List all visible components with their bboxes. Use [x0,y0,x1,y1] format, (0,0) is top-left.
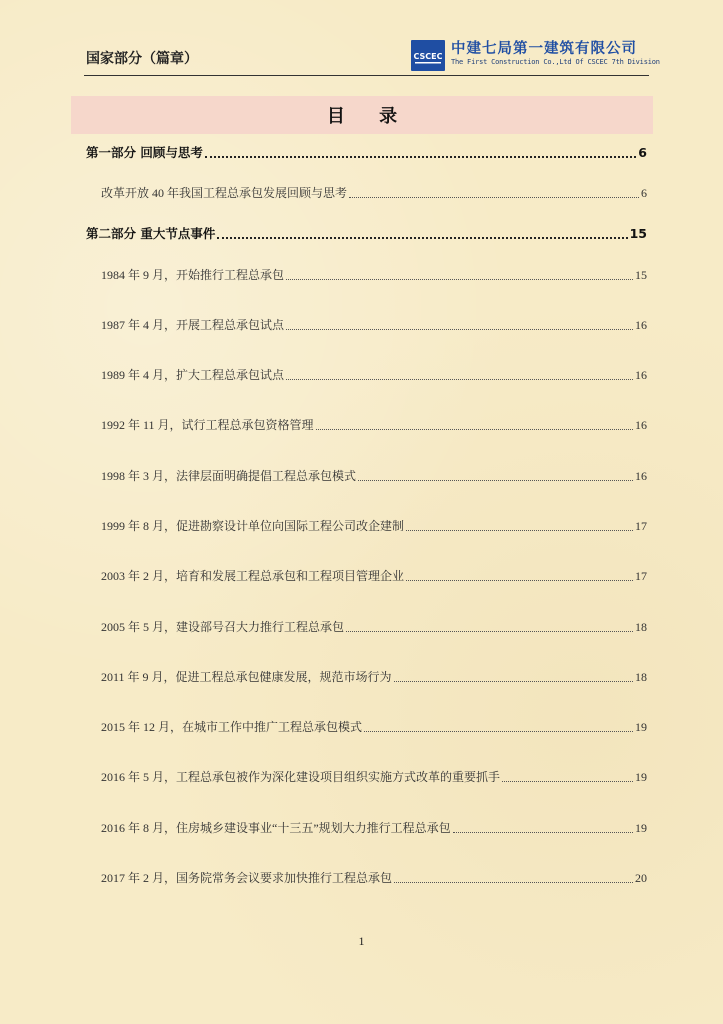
dot-leader [364,730,633,732]
toc-entry-page: 17 [635,569,647,583]
toc-entry-text: 第二部分 重大节点事件 [86,226,216,241]
toc-entry[interactable] [101,618,647,635]
toc-entry[interactable] [101,668,647,685]
toc-entry-part1[interactable] [86,143,647,161]
dot-leader [502,780,633,782]
toc-entry[interactable] [101,366,647,383]
toc-entry-page: 16 [635,368,647,382]
company-name-en: The First Construction Co.,Ltd Of CSCEC 7th Division [451,58,660,66]
toc-entry-text: 1992 年 11 月，试行工程总承包资格管理 [101,418,314,432]
header-section-title: 国家部分（篇章） [86,51,198,67]
toc-entry-page: 19 [635,770,647,784]
toc-entry-text: 2015 年 12 月，在城市工作中推广工程总承包模式 [101,720,363,734]
toc-entry[interactable] [101,768,647,785]
toc-entry-page: 15 [629,226,647,241]
toc-entry-text: 1998 年 3 月，法律层面明确提倡工程总承包模式 [101,469,357,483]
toc-title: 目 录 [326,106,412,127]
dot-leader [406,579,633,581]
company-name-cn: 中建七局第一建筑有限公司 [451,41,637,57]
toc-entry[interactable] [101,819,647,836]
toc-entry-page: 15 [635,268,647,282]
toc-entry-page: 16 [635,318,647,332]
toc-entry-page: 17 [635,519,647,533]
dot-leader [217,236,627,239]
toc-entry-text: 2017 年 2 月，国务院常务会议要求加快推行工程总承包 [101,871,393,885]
dot-leader [358,479,633,481]
toc-entry-text: 2003 年 2 月，培育和发展工程总承包和工程项目管理企业 [101,569,405,583]
toc-entry[interactable] [101,184,647,201]
toc-entry-text: 1987 年 4 月，开展工程总承包试点 [101,318,285,332]
toc-entry-page: 18 [635,670,647,684]
toc-entry[interactable] [101,316,647,333]
toc-entry[interactable] [101,567,647,584]
dot-leader [453,831,633,833]
toc-entry-text: 2016 年 5 月，工程总承包被作为深化建设项目组织实施方式改革的重要抓手 [101,770,501,784]
toc-entry[interactable] [101,467,647,484]
toc-entry-page: 19 [635,821,647,835]
dot-leader [346,630,633,632]
dot-leader [394,680,633,682]
page-number: 1 [358,934,365,948]
dot-leader [205,155,636,158]
toc-entry-page: 18 [635,620,647,634]
dot-leader [406,529,633,531]
toc-entry-page: 6 [641,186,647,200]
toc-entry-page: 16 [635,418,647,432]
toc-entry-text: 2016 年 8 月，住房城乡建设事业“十三五”规划大力推行工程总承包 [101,821,451,835]
dot-leader [286,328,633,330]
company-logo [411,40,445,71]
cscec-logo-icon [413,44,443,68]
svg-text:CSCEC: CSCEC [413,51,443,61]
dot-leader [316,428,633,430]
toc-entry-text: 2005 年 5 月，建设部号召大力推行工程总承包 [101,620,345,634]
toc-entry-text: 1984 年 9 月，开始推行工程总承包 [101,268,285,282]
header-divider [84,75,649,76]
toc-entry[interactable] [101,869,647,886]
toc-entry-text: 1999 年 8 月，促进勘察设计单位向国际工程公司改企建制 [101,519,405,533]
toc-entry-page: 19 [635,720,647,734]
toc-entry[interactable] [101,266,647,283]
toc-entry-text: 改革开放 40 年我国工程总承包发展回顾与思考 [101,186,348,200]
toc-entry-page: 16 [635,469,647,483]
toc-entry-text: 1989 年 4 月，扩大工程总承包试点 [101,368,285,382]
toc-entry-page: 6 [638,145,647,160]
dot-leader [286,278,633,280]
toc-entry[interactable] [101,416,647,433]
toc-entry[interactable] [101,718,647,735]
dot-leader [286,378,633,380]
dot-leader [394,881,633,883]
toc-entry[interactable] [101,517,647,534]
toc-entry-text: 2011 年 9 月，促进工程总承包健康发展，规范市场行为 [101,670,392,684]
toc-title-banner [71,96,653,134]
toc-entry-page: 20 [635,871,647,885]
toc-entry-text: 第一部分 回顾与思考 [86,145,203,160]
dot-leader [349,196,639,198]
toc-entry-part2[interactable] [86,224,647,242]
